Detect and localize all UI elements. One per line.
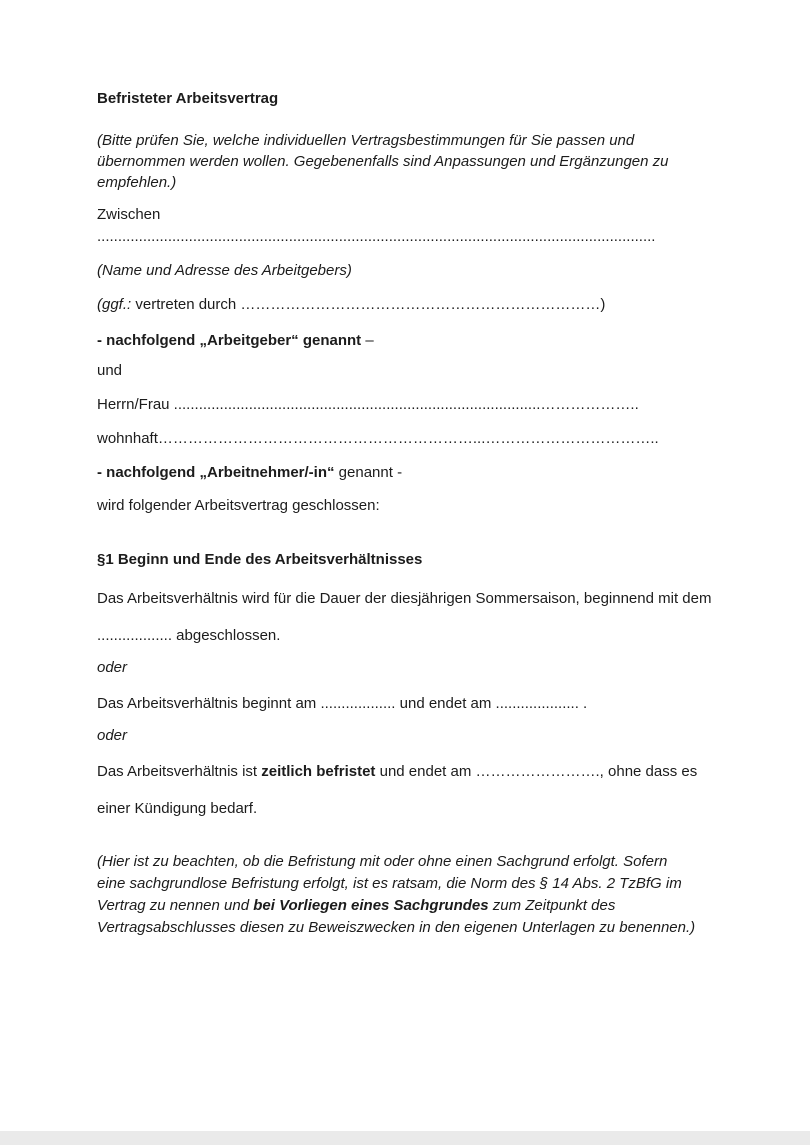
- contract-opening-line: wird folgender Arbeitsvertrag geschlossen:: [97, 497, 380, 514]
- employee-designation-rest: genannt -: [334, 464, 403, 481]
- zwischen-text: Zwischen ......................................................................................................................................: [97, 206, 656, 245]
- section1-option3: [97, 753, 713, 827]
- employer-fill-line: [97, 204, 713, 248]
- herrn-frau-text: Herrn/Frau ........................................................................................………………..: [97, 396, 639, 413]
- vertreten-durch-text: vertreten durch ………………………………………………………………): [131, 296, 606, 313]
- page-bottom-edge: [0, 1131, 810, 1145]
- legal-advice-note: [97, 851, 697, 939]
- option3-suffix: und endet am ……………………., ohne dass es einer Kündigung bedarf.: [97, 763, 698, 817]
- residence-fill-line: [97, 428, 713, 450]
- document-title: Befristeter Arbeitsvertrag: [97, 90, 279, 107]
- section1-option1: Das Arbeitsverhältnis wird für die Dauer der diesjährigen Sommersaison, beginnend mit dem .................. abgeschlossen.: [97, 590, 712, 644]
- oder-separator-1: oder: [97, 659, 128, 676]
- intro-note: (Bitte prüfen Sie, welche individuellen Vertragsbestimmungen für Sie passen und übernommen werden wollen. Gegebenenfalls sind Anpassungen und Ergänzungen zu empfehlen.): [97, 132, 669, 191]
- ggf-label: (ggf.:: [97, 296, 132, 313]
- oder-separator-2: oder: [97, 727, 128, 744]
- employee-fill-line: [97, 394, 713, 416]
- option3-prefix: Das Arbeitsverhältnis ist: [97, 763, 262, 780]
- employer-designation-dash: –: [361, 332, 374, 349]
- und-connector: und: [97, 362, 123, 379]
- employee-designation-bold: - nachfolgend „Arbeitnehmer/-in“: [97, 464, 335, 481]
- employer-designation: [97, 330, 713, 352]
- legal-note-bold: bei Vorliegen eines Sachgrundes: [253, 897, 489, 914]
- legal-note-suffix: zum Zeitpunkt des Vertragsabschlusses diesen zu Beweiszwecken in den eigenen Unterlagen zu benennen.): [97, 897, 696, 936]
- section1-option2: Das Arbeitsverhältnis beginnt am .................. und endet am .................... .: [97, 695, 588, 712]
- employee-designation: [97, 462, 713, 484]
- section1-heading: §1 Beginn und Ende des Arbeitsverhältnisses: [97, 551, 423, 568]
- employer-designation-bold: - nachfolgend „Arbeitgeber“ genannt: [97, 332, 362, 349]
- legal-note-prefix: (Hier ist zu beachten, ob die Befristung mit oder ohne einen Sachgrund erfolgt. Sofern eine sachgrundlose Befristung erfolgt, ist es ratsam, die Norm des § 14 Abs. 2 TzBfG im Vertrag zu nennen und: [97, 853, 682, 914]
- representative-fill-line: [97, 294, 713, 316]
- option3-bold: zeitlich befristet: [261, 763, 376, 780]
- employer-hint: (Name und Adresse des Arbeitgebers): [97, 262, 352, 279]
- wohnhaft-text: wohnhaft………………………………………………………...……………………………..: [97, 430, 659, 447]
